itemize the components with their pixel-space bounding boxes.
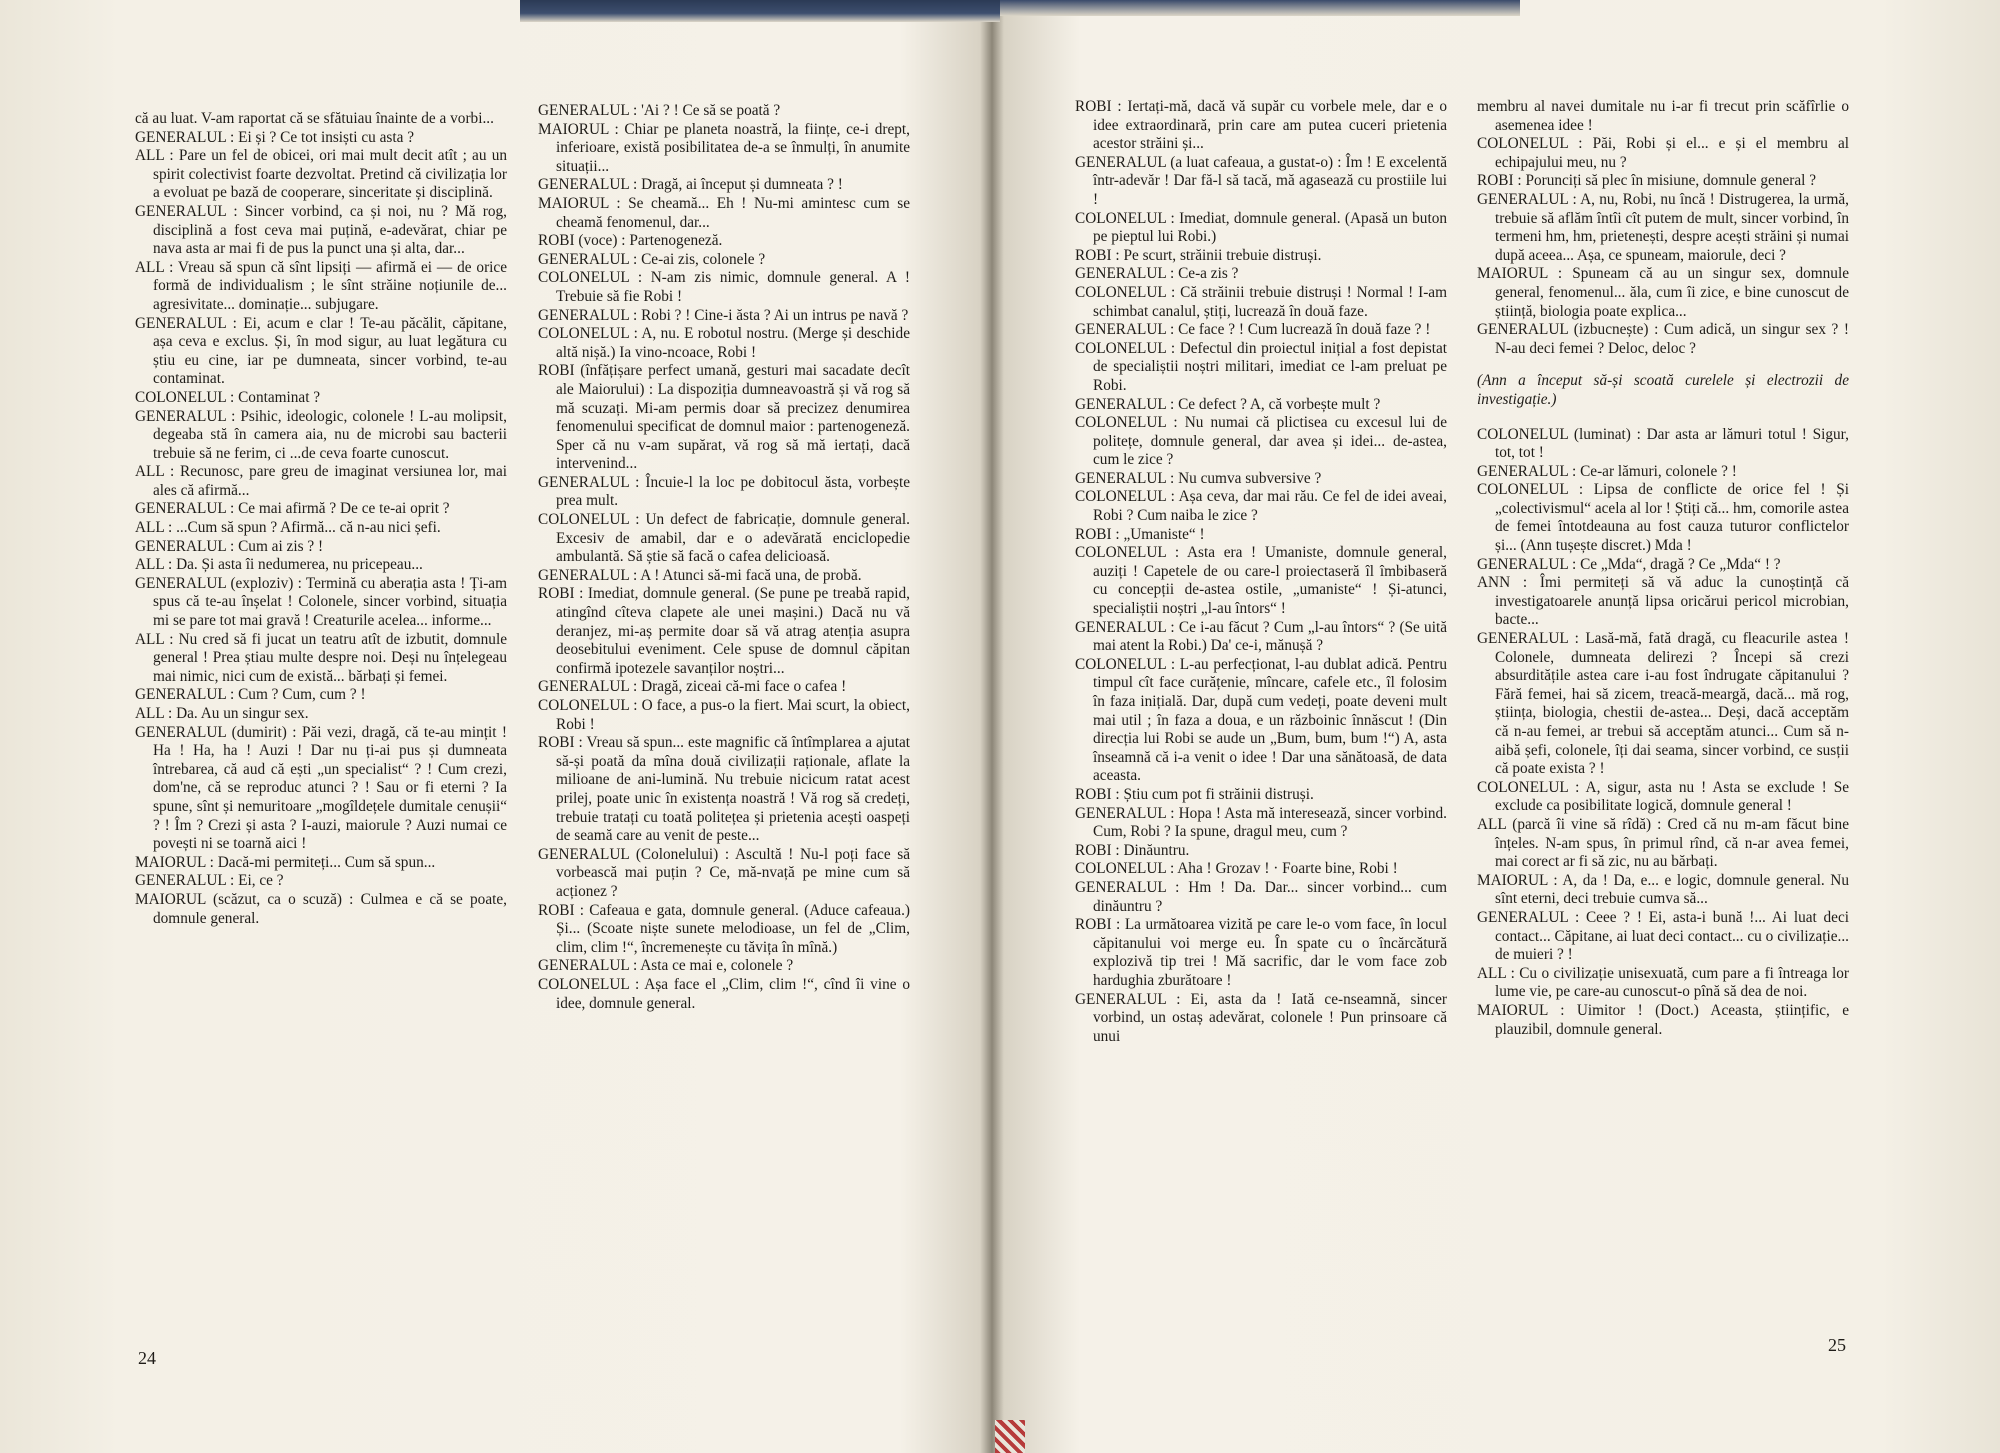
dialogue-paragraph: GENERALUL (a luat cafeaua, a gustat-o) : Îm ! E excelentă într-adevăr ! Dar fă-l să tacă, mă agasează cu prostiile lui ! — [1075, 153, 1447, 208]
dialogue-paragraph: COLONELUL : L-au perfecționat, l-au dublat adică. Pentru timpul cît face curățenie, mîncare, cafele etc., îl folosim în faza inițială. Dar, după cum vedeți, poate deveni mult mai util ; în faza a doua, e un războinic înnăscut ! (Din direcția lui Robi se aude un „Bum, bum, bum !“) A, asta înseamnă că i-a venit o idee ! Dar una sănătoasă, de data aceasta. — [1075, 655, 1447, 785]
dialogue-paragraph: ALL (parcă îi vine să rîdă) : Cred că nu m-am făcut bine înțeles. N-am spus, în primul rînd, că n-ar avea femei, mai corect ar fi să zic, nu au bărbați. — [1477, 815, 1849, 871]
book-cover-edge-right — [1000, 0, 1520, 16]
dialogue-paragraph: (Ann a început să-și scoată curelele și electrozii de investigație.) — [1477, 372, 1849, 408]
dialogue-paragraph: GENERALUL : Ei, ce ? — [135, 872, 284, 890]
dialogue-paragraph: COLONELUL : Imediat, domnule general. (Apasă un buton pe pieptul lui Robi.) — [1075, 209, 1447, 246]
dialogue-paragraph: MAIORUL : Chiar pe planeta noastră, la ființe, ce-i drept, inferioare, există posibilitatea de-a se înmulți, în anumite situații... — [538, 120, 910, 175]
dialogue-paragraph: ALL : Vreau să spun că sînt lipsiți — afirmă ei — de orice formă de individualism ; le sînt străine noțiunile de... agresivitate... dominație... subjugare. — [135, 258, 507, 313]
dialogue-paragraph: ROBI : Pe scurt, străinii trebuie distruși. — [1075, 246, 1322, 264]
dialogue-paragraph: ALL : Recunosc, pare greu de imaginat versiunea lor, mai ales că afirmă... — [135, 463, 507, 499]
dialogue-paragraph: GENERALUL : Asta ce mai e, colonele ? — [538, 957, 794, 975]
dialogue-paragraph: ROBI : La următoarea vizită pe care le-o vom face, în locul căpitanului voi merge eu. În spate cu o încărcătură explozivă tip trei ! Mă sacrific, dar le vom face zob hardughia zburătoare ! — [1075, 916, 1447, 989]
left-page-column-1 — [135, 110, 507, 928]
dialogue-paragraph: ROBI : Porunciți să plec în misiune, domnule general ? — [1477, 172, 1817, 190]
dialogue-paragraph: ROBI (înfățișare perfect umană, gesturi mai sacadate decît ale Maiorului) : La dispoziția dumneavoastră și vă rog să mă scuzați. Mi-am permis doar să precizez denumirea fenomenului specificat de domnul maior : partenogeneză. Sper că nu v-am supărat, vă rog să mă iertați, dacă intervenind... — [538, 362, 910, 473]
dialogue-paragraph: GENERALUL (exploziv) : Termină cu aberația asta ! Ți-am spus că te-au înșelat ! Colonele, sincer vorbind, situația mi se pare tot mai gravă ! Creaturile acelea... informe... — [135, 574, 507, 630]
dialogue-paragraph: GENERALUL : Robi ? ! Cine-i ăsta ? Ai un intrus pe navă ? — [538, 306, 909, 324]
dialogue-paragraph: COLONELUL : A, nu. E robotul nostru. (Merge și deschide altă nișă.) Ia vino-ncoace, Robi ! — [538, 325, 910, 361]
dialogue-paragraph: GENERALUL : Ce „Mda“, dragă ? Ce „Mda“ ! ? — [1477, 555, 1781, 573]
dialogue-paragraph: COLONELUL : Nu numai că plictisea cu excesul lui de politețe, domnule general, dar avea și idei... de-astea, cum le zice ? — [1075, 414, 1447, 469]
dialogue-paragraph: GENERALUL : Ei și ? Ce tot insiști cu asta ? — [135, 128, 414, 146]
dialogue-paragraph: că au luat. V-am raportat că se sfătuiau înainte de a vorbi... — [135, 110, 494, 127]
right-page-column-2 — [1477, 98, 1849, 1039]
dialogue-paragraph: GENERALUL : Hopa ! Asta mă interesează, sincer vorbind. Cum, Robi ? Ia spune, dragul meu, cum ? — [1075, 804, 1447, 841]
dialogue-paragraph: GENERALUL : Hm ! Da. Dar... sincer vorbind... cum dinăuntru ? — [1075, 878, 1447, 915]
dialogue-paragraph: GENERALUL : Ce-ai zis, colonele ? — [538, 250, 766, 268]
dialogue-paragraph: COLONELUL : Așa face el „Clim, clim !“, cînd îi vine o idee, domnule general. — [538, 975, 910, 1012]
dialogue-paragraph: ALL : Da. Au un singur sex. — [135, 705, 309, 722]
dialogue-paragraph: GENERALUL : Sincer vorbind, ca și noi, nu ? Mă rog, disciplină a fost ceva mai puțină, e-adevărat, chiar pe nava asta ar mai fi de pus la punct una și alta, dar... — [135, 202, 507, 258]
dialogue-paragraph: MAIORUL : Se cheamă... Eh ! Nu-mi amintesc cum se cheamă fenomenul, dar... — [538, 194, 910, 231]
dialogue-paragraph: COLONELUL : Un defect de fabricație, domnule general. Excesiv de amabil, dar e o adevărată enciclopedie ambulantă. Să știe să facă o cafea delicioasă. — [538, 511, 910, 566]
dialogue-paragraph: ROBI : Imediat, domnule general. (Se pune pe treabă rapid, atingînd cîteva clapete ale unei mașini.) Dacă nu vă deranjez, mi-aș permite doar să vă atrag atenția asupra deosebitului eveniment. Cele spuse de domnul căpitan confirmă ipotezele savanților noștri... — [538, 585, 910, 677]
dialogue-paragraph: ALL : Da. Și asta îi nedumerea, nu pricepeau... — [135, 556, 423, 574]
dialogue-paragraph: ROBI : „Umaniste“ ! — [1075, 525, 1205, 543]
dialogue-paragraph: GENERALUL : Cum ? Cum, cum ? ! — [135, 686, 366, 704]
dialogue-paragraph: GENERALUL : Ce face ? ! Cum lucrează în două faze ? ! — [1075, 321, 1431, 339]
right-page-column-1 — [1075, 98, 1447, 1046]
book-cover-edge — [520, 0, 1000, 22]
dialogue-paragraph: COLONELUL : O face, a pus-o la fiert. Mai scurt, la obiect, Robi ! — [538, 697, 910, 733]
dialogue-paragraph: MAIORUL : Spuneam că au un singur sex, domnule general, fenomenul... ăla, cum îi zice, e bine cunoscut de știință, biologia poate explica... — [1477, 265, 1849, 320]
dialogue-paragraph: GENERALUL (dumirit) : Păi vezi, dragă, că te-au mințit ! Ha ! Ha, ha ! Auzi ! Dar nu ți-ai pus și dumneata întrebarea, că aud că ești „un specialist“ ? ! Cum crezi, dom'ne, că se reproduc atunci ? ! Sau or fi eterni ? Ia spune, sînt și nemuritoare „mogîldețele dumitale cenușii“ ? ! Îm ? Crezi și asta ? I-auzi, maiorule ? Auzi numai ce povești ni se toarnă aici ! — [135, 723, 507, 853]
dialogue-paragraph: GENERALUL : Ce-a zis ? — [1075, 265, 1239, 283]
dialogue-paragraph: GENERALUL : Ce-ar lămuri, colonele ? ! — [1477, 462, 1737, 480]
dialogue-paragraph: COLONELUL : Aha ! Grozav ! · Foarte bine, Robi ! — [1075, 860, 1398, 878]
dialogue-paragraph: MAIORUL : Dacă-mi permiteți... Cum să spun... — [135, 853, 436, 871]
dialogue-paragraph: MAIORUL : Uimitor ! (Doct.) Aceasta, științific, e plauzibil, domnule general. — [1477, 1001, 1849, 1038]
dialogue-paragraph: GENERALUL : Ei, asta da ! Iată ce-nseamnă, sincer vorbind, un ostaș adevărat, colonele ! Pun prinsoare că unui — [1075, 990, 1447, 1045]
dialogue-paragraph: COLONELUL : Lipsa de conflicte de orice fel ! Și „colectivismul“ acela al lor ! Știți că... hm, comorile astea de femei întotdeauna au fost cauza tuturor conflictelor și... (Ann tușește discret.) Mda ! — [1477, 481, 1849, 555]
dialogue-paragraph: COLONELUL : Asta era ! Umaniste, domnule general, auziți ! Capetele de ou care-l proiectaseră îl îmbibaseră cu concepții de-astea ostile, „umaniste“ ! Și-atunci, specialiștii noștri „l-au întors“ ! — [1075, 544, 1447, 618]
dialogue-paragraph: GENERALUL (izbucnește) : Cum adică, un singur sex ? ! N-au deci femei ? Deloc, deloc ? — [1477, 321, 1849, 357]
right-page-number: 25 — [1828, 1335, 1846, 1355]
dialogue-paragraph: membru al navei dumitale nu i-ar fi trecut prin scăfîrlie o asemenea idee ! — [1477, 98, 1849, 134]
dialogue-paragraph: ROBI : Cafeaua e gata, domnule general. (Aduce cafeaua.) Și... (Scoate niște sunete melodioase, un fel de „Clim, clim, clim !“, încremenește cu tăvița în mînă.) — [538, 901, 910, 956]
dialogue-paragraph: GENERALUL : Nu cumva subversive ? — [1075, 469, 1322, 487]
dialogue-paragraph: GENERALUL : Încuie-l la loc pe dobitocul ăsta, vorbește prea mult. — [538, 473, 910, 510]
dialogue-paragraph: ROBI (voce) : Partenogeneză. — [538, 232, 723, 250]
dialogue-paragraph: GENERALUL : Cum ai zis ? ! — [135, 537, 324, 555]
dialogue-paragraph: GENERALUL : Ceee ? ! Ei, asta-i bună !... Ai luat deci contact... Căpitane, ai luat deci contact... cu o civilizație... de muieri ? ! — [1477, 908, 1849, 964]
dialogue-paragraph: COLONELUL : Păi, Robi și el... e și el membru al echipajului meu, nu ? — [1477, 135, 1849, 171]
dialogue-paragraph: MAIORUL : A, da ! Da, e... e logic, domnule general. Nu sînt eterni, deci trebuie cumva să... — [1477, 871, 1849, 908]
dialogue-paragraph: ROBI : Dinăuntru. — [1075, 841, 1190, 859]
dialogue-paragraph: GENERALUL : Psihic, ideologic, colonele ! L-au molipsit, degeaba stă în camera aia, nu de microbi sau bacterii trebuie să ne ferim, ci ...de ceva foarte cunoscut. — [135, 407, 507, 462]
dialogue-paragraph: ANN : Îmi permiteți să vă aduc la cunoștință că investigatoarele anunță lipsa oricărui pericol microbian, bacte... — [1477, 574, 1849, 629]
dialogue-paragraph: MAIORUL (scăzut, ca o scuză) : Culmea e că se poate, domnule general. — [135, 890, 507, 927]
dialogue-paragraph: COLONELUL : Contaminat ? — [135, 388, 321, 406]
dialogue-paragraph: GENERALUL : Ce i-au făcut ? Cum „l-au întors“ ? (Se uită mai atent la Robi.) Da' ce-i, mănușă ? — [1075, 618, 1447, 655]
dialogue-paragraph: ALL : Nu cred să fi jucat un teatru atît de izbutit, domnule general ! Prea știau multe despre noi. Deși nu înțelegeau mai nimic, nici cum de există... bărbați și femei. — [135, 630, 507, 685]
bookmark-ribbon — [995, 1420, 1025, 1453]
dialogue-paragraph: ROBI : Iertați-mă, dacă vă supăr cu vorbele mele, dar e o idee extraordinară, prin care am putea cuceri prietenia acestor străini și... — [1075, 98, 1447, 153]
dialogue-paragraph: GENERALUL : Dragă, ai început și dumneata ? ! — [538, 176, 843, 194]
dialogue-paragraph: GENERALUL (Colonelului) : Ascultă ! Nu-l poți face să vorbească mai puțin ? Ce, mă-nvață pe mine cum să acționez ? — [538, 845, 910, 900]
dialogue-paragraph: GENERALUL : Ce mai afirmă ? De ce te-ai oprit ? — [135, 500, 450, 518]
dialogue-paragraph: COLONELUL : N-am zis nimic, domnule general. A ! Trebuie să fie Robi ! — [538, 269, 910, 305]
left-page-column-2 — [538, 102, 910, 1013]
left-page-number: 24 — [138, 1348, 156, 1368]
dialogue-paragraph: GENERALUL : A ! Atunci să-mi facă una, de probă. — [538, 566, 862, 584]
dialogue-paragraph: COLONELUL (luminat) : Dar asta ar lămuri totul ! Sigur, tot, tot ! — [1477, 425, 1849, 462]
dialogue-paragraph: ALL : Pare un fel de obicei, ori mai mult decit atît ; au un spirit colectivist foarte dezvoltat. Pretind că civilizația lor a evoluat pe bază de cooperare, sinceritate și disciplină. — [135, 147, 507, 202]
dialogue-paragraph: ROBI : Știu cum pot fi străinii distruși. — [1075, 785, 1314, 803]
dialogue-paragraph: ALL : ...Cum să spun ? Afirmă... că n-au nici șefi. — [135, 519, 441, 537]
dialogue-paragraph: COLONELUL : Defectul din proiectul inițial a fost depistat de specialiștii noștri militari, imediat ce l-am preluat pe Robi. — [1075, 339, 1447, 394]
dialogue-paragraph: GENERALUL : Ei, acum e clar ! Te-au păcălit, căpitane, așa ceva e exclus. Și, în mod sigur, au luat legătura cu știu eu cine, iar pe dumneata, sincer vorbind, te-au contaminat. — [135, 314, 507, 388]
dialogue-paragraph: ALL : Cu o civilizație unisexuată, cum pare a fi întreaga lor lume vie, pe care-au cunoscut-o pînă să dea de noi. — [1477, 964, 1849, 1001]
dialogue-paragraph: GENERALUL : Ce defect ? A, că vorbește mult ? — [1075, 395, 1381, 413]
dialogue-paragraph: COLONELUL : Că străinii trebuie distruși ! Normal ! I-am schimbat canalul, știți, lucrează în două faze. — [1075, 283, 1447, 320]
dialogue-paragraph: GENERALUL : Dragă, ziceai că-mi face o cafea ! — [538, 678, 847, 696]
dialogue-paragraph: ROBI : Vreau să spun... este magnific că întîmplarea a ajutat să-și poată da mîna două civilizații raționale, aflate la milioane de ani-lumină. Nu trebuie nicicum ratat acest prilej, poate unic în existența noastră ! Vă rog să credeți, trebuie tratați cu toată politețea și prietenia acești oaspeți de seamă care au venit de peste... — [538, 734, 910, 845]
dialogue-paragraph: GENERALUL : A, nu, Robi, nu încă ! Distrugerea, la urmă, trebuie să aflăm întîi cît putem de mult, sincer vorbind, în termeni hm, hm, prietenești, despre acești străini și numai după aceea... Așa, ce spuneam, maiorule, deci ? — [1477, 190, 1849, 264]
dialogue-paragraph: COLONELUL : Așa ceva, dar mai rău. Ce fel de idei aveai, Robi ? Cum naiba le zice ? — [1075, 488, 1447, 525]
dialogue-paragraph: GENERALUL : Lasă-mă, fată dragă, cu fleacurile astea ! Colonele, dumneata delirezi ? Începi să crezi absurditățile astea care i-au fost îndrugate căpitanului ? Fără femei, hai să zicem, treacă-meargă, dacă... mă rog, știința, biologia, chestii de-astea... Deși, dacă acceptăm că n-au femei, ar trebui să acceptăm atunci... Cum să n-aibă șefi, colonele, îți dai seama, sincer vorbind, ce susții că poate exista ? ! — [1477, 630, 1849, 778]
dialogue-paragraph: COLONELUL : A, sigur, asta nu ! Asta se exclude ! Se exclude ca posibilitate logică, domnule general ! — [1477, 778, 1849, 815]
dialogue-paragraph: GENERALUL : 'Ai ? ! Ce să se poată ? — [538, 102, 781, 119]
